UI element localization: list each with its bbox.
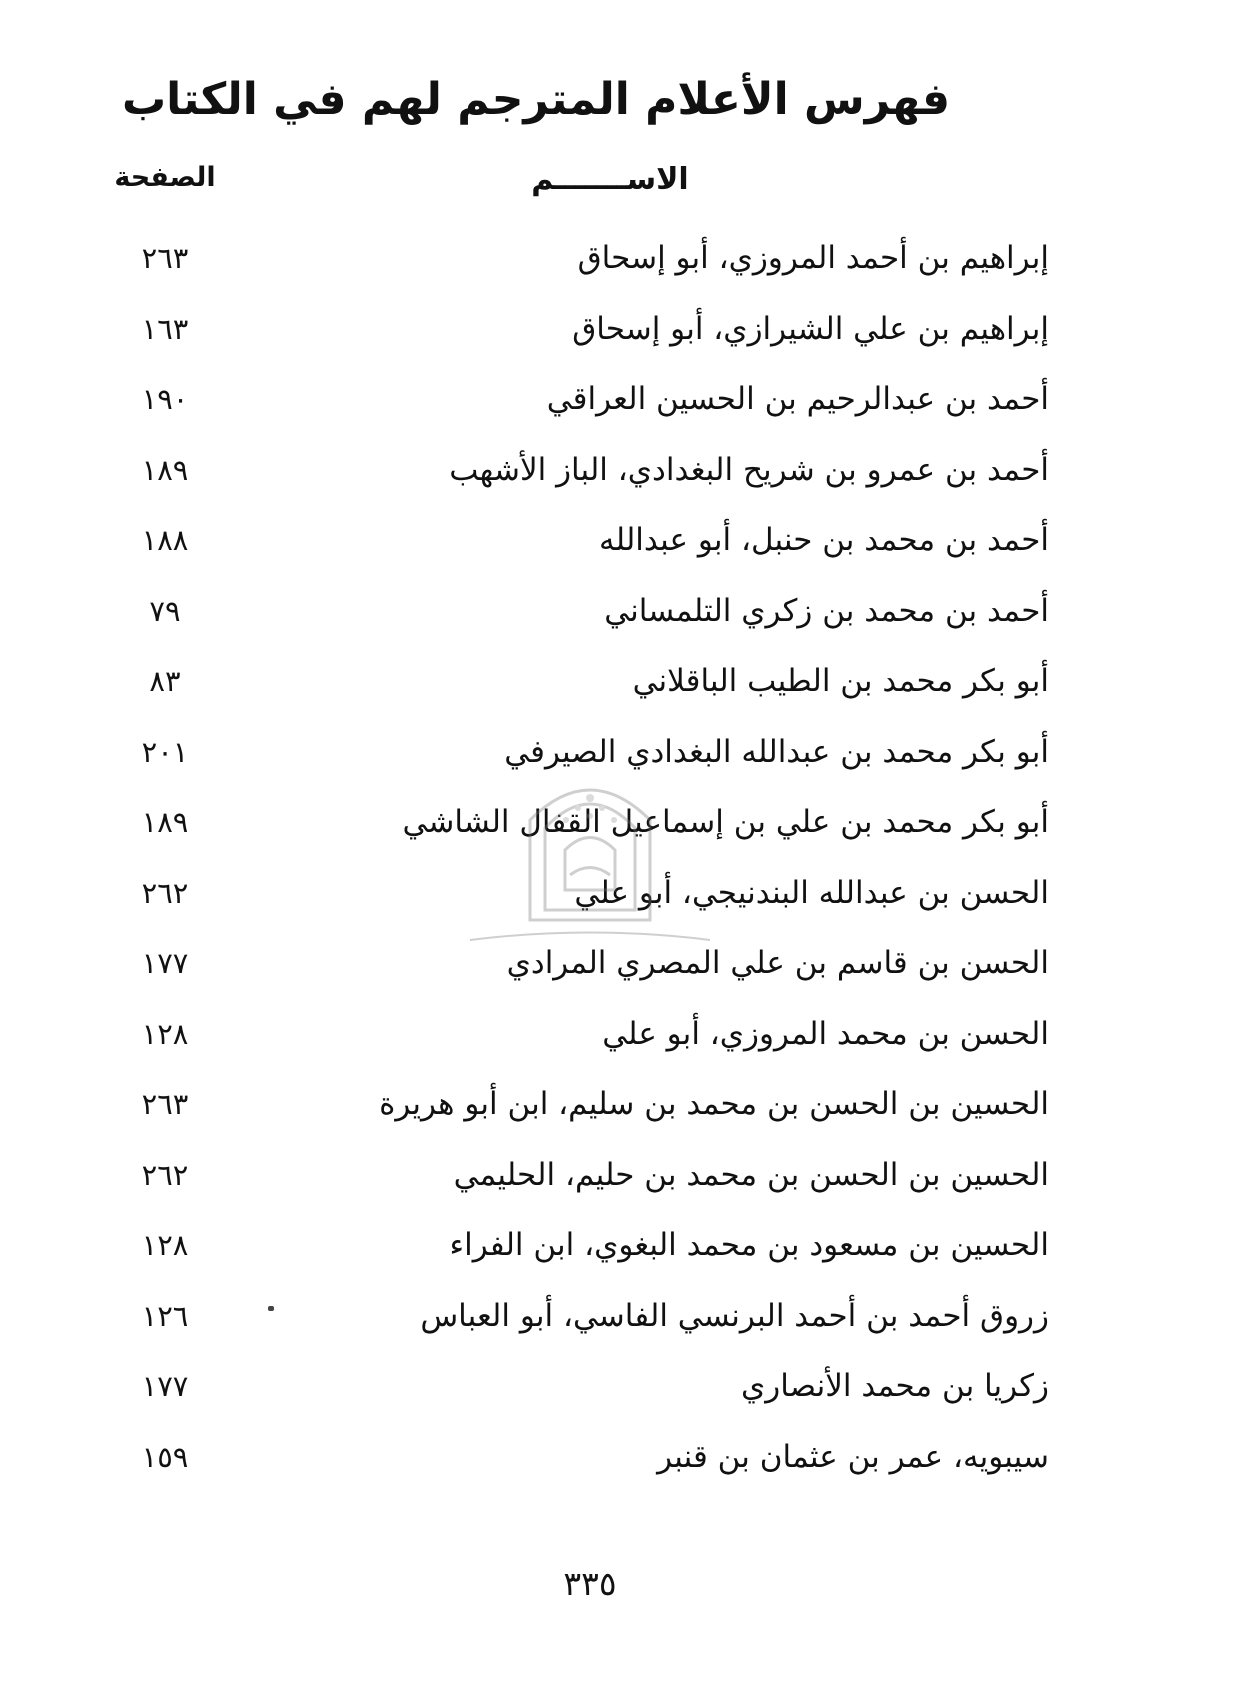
entry-name: زروق أحمد بن أحمد البرنسي الفاسي، أبو العباس — [420, 1297, 1049, 1334]
entry-page-number: ١٨٩ — [141, 452, 189, 487]
name-column-header: الاســـــــم — [531, 162, 689, 197]
entry-name: أبو بكر محمد بن علي بن إسماعيل القفال الشاشي — [402, 804, 1049, 840]
index-entry — [0, 1286, 1249, 1357]
entry-name: الحسن بن قاسم بن علي المصري المرادي — [506, 945, 1049, 981]
entry-name: أبو بكر محمد بن عبدالله البغدادي الصيرفي — [504, 733, 1049, 770]
entry-name: أبو بكر محمد بن الطيب الباقلاني — [632, 663, 1049, 699]
entry-page-number: ٧٩ — [149, 593, 181, 628]
entry-page-number: ٢٦٣ — [141, 241, 189, 275]
entry-page-number: ١٨٨ — [141, 523, 189, 557]
entry-name: أحمد بن محمد بن زكري التلمساني — [604, 592, 1049, 629]
entry-page-number: ١٢٨ — [141, 1228, 189, 1262]
entry-name: زكريا بن محمد الأنصاري — [741, 1368, 1049, 1404]
index-entry — [0, 1356, 1249, 1427]
entry-name: أحمد بن عمرو بن شريح البغدادي، الباز الأشهب — [449, 451, 1049, 488]
entry-name: إبراهيم بن أحمد المروزي، أبو إسحاق — [577, 240, 1049, 276]
entry-name: إبراهيم بن علي الشيرازي، أبو إسحاق — [572, 310, 1049, 347]
entry-name: الحسين بن الحسن بن محمد بن حليم، الحليمي — [453, 1156, 1049, 1193]
entry-name: أحمد بن محمد بن حنبل، أبو عبدالله — [598, 522, 1049, 558]
index-entry — [0, 651, 1249, 722]
library-seal-watermark-icon — [470, 750, 710, 970]
entry-name: الحسن بن محمد المروزي، أبو علي — [602, 1015, 1049, 1052]
index-entry — [0, 299, 1249, 370]
entry-page-number: ١٧٧ — [141, 1369, 189, 1403]
index-entry — [0, 440, 1249, 511]
index-entry — [0, 581, 1249, 652]
entry-name: أحمد بن عبدالرحيم بن الحسين العراقي — [546, 381, 1049, 417]
entry-page-number: ٢٦٣ — [141, 1087, 189, 1121]
entry-page-number: ١٥٩ — [141, 1439, 189, 1474]
index-entry — [0, 1427, 1249, 1498]
page-title: فهرس الأعلام المترجم لهم في الكتاب — [121, 74, 950, 125]
index-entry — [0, 228, 1249, 299]
index-entry — [0, 369, 1249, 440]
index-entry — [0, 1004, 1249, 1075]
entry-page-number: ٢٠١ — [141, 734, 189, 769]
entry-page-number: ٢٦٢ — [141, 875, 189, 910]
entry-page-number: ١٢٨ — [141, 1016, 189, 1051]
print-speck — [268, 1306, 274, 1311]
entry-page-number: ١٧٧ — [141, 946, 189, 980]
index-entry — [0, 1074, 1249, 1145]
entry-page-number: ١٨٩ — [141, 805, 189, 839]
index-entry — [0, 1145, 1249, 1216]
page-column-header: الصفحة — [114, 162, 216, 193]
entry-name: الحسين بن الحسن بن محمد بن سليم، ابن أبو هريرة — [379, 1086, 1049, 1122]
index-entry — [0, 510, 1249, 581]
index-entry — [0, 1215, 1249, 1286]
page-number: ٣٣٥ — [563, 1564, 617, 1603]
entry-name: سيبويه، عمر بن عثمان بن قنبر — [657, 1438, 1049, 1475]
entry-page-number: ٢٦٢ — [141, 1157, 189, 1192]
entry-page-number: ١٩٠ — [141, 382, 189, 416]
entry-page-number: ١٢٦ — [141, 1298, 189, 1333]
entry-name: الحسن بن عبدالله البندنيجي، أبو علي — [574, 874, 1049, 911]
entry-page-number: ٨٣ — [149, 664, 181, 698]
entry-name: الحسين بن مسعود بن محمد البغوي، ابن الفراء — [449, 1227, 1049, 1263]
entry-page-number: ١٦٣ — [141, 311, 189, 346]
